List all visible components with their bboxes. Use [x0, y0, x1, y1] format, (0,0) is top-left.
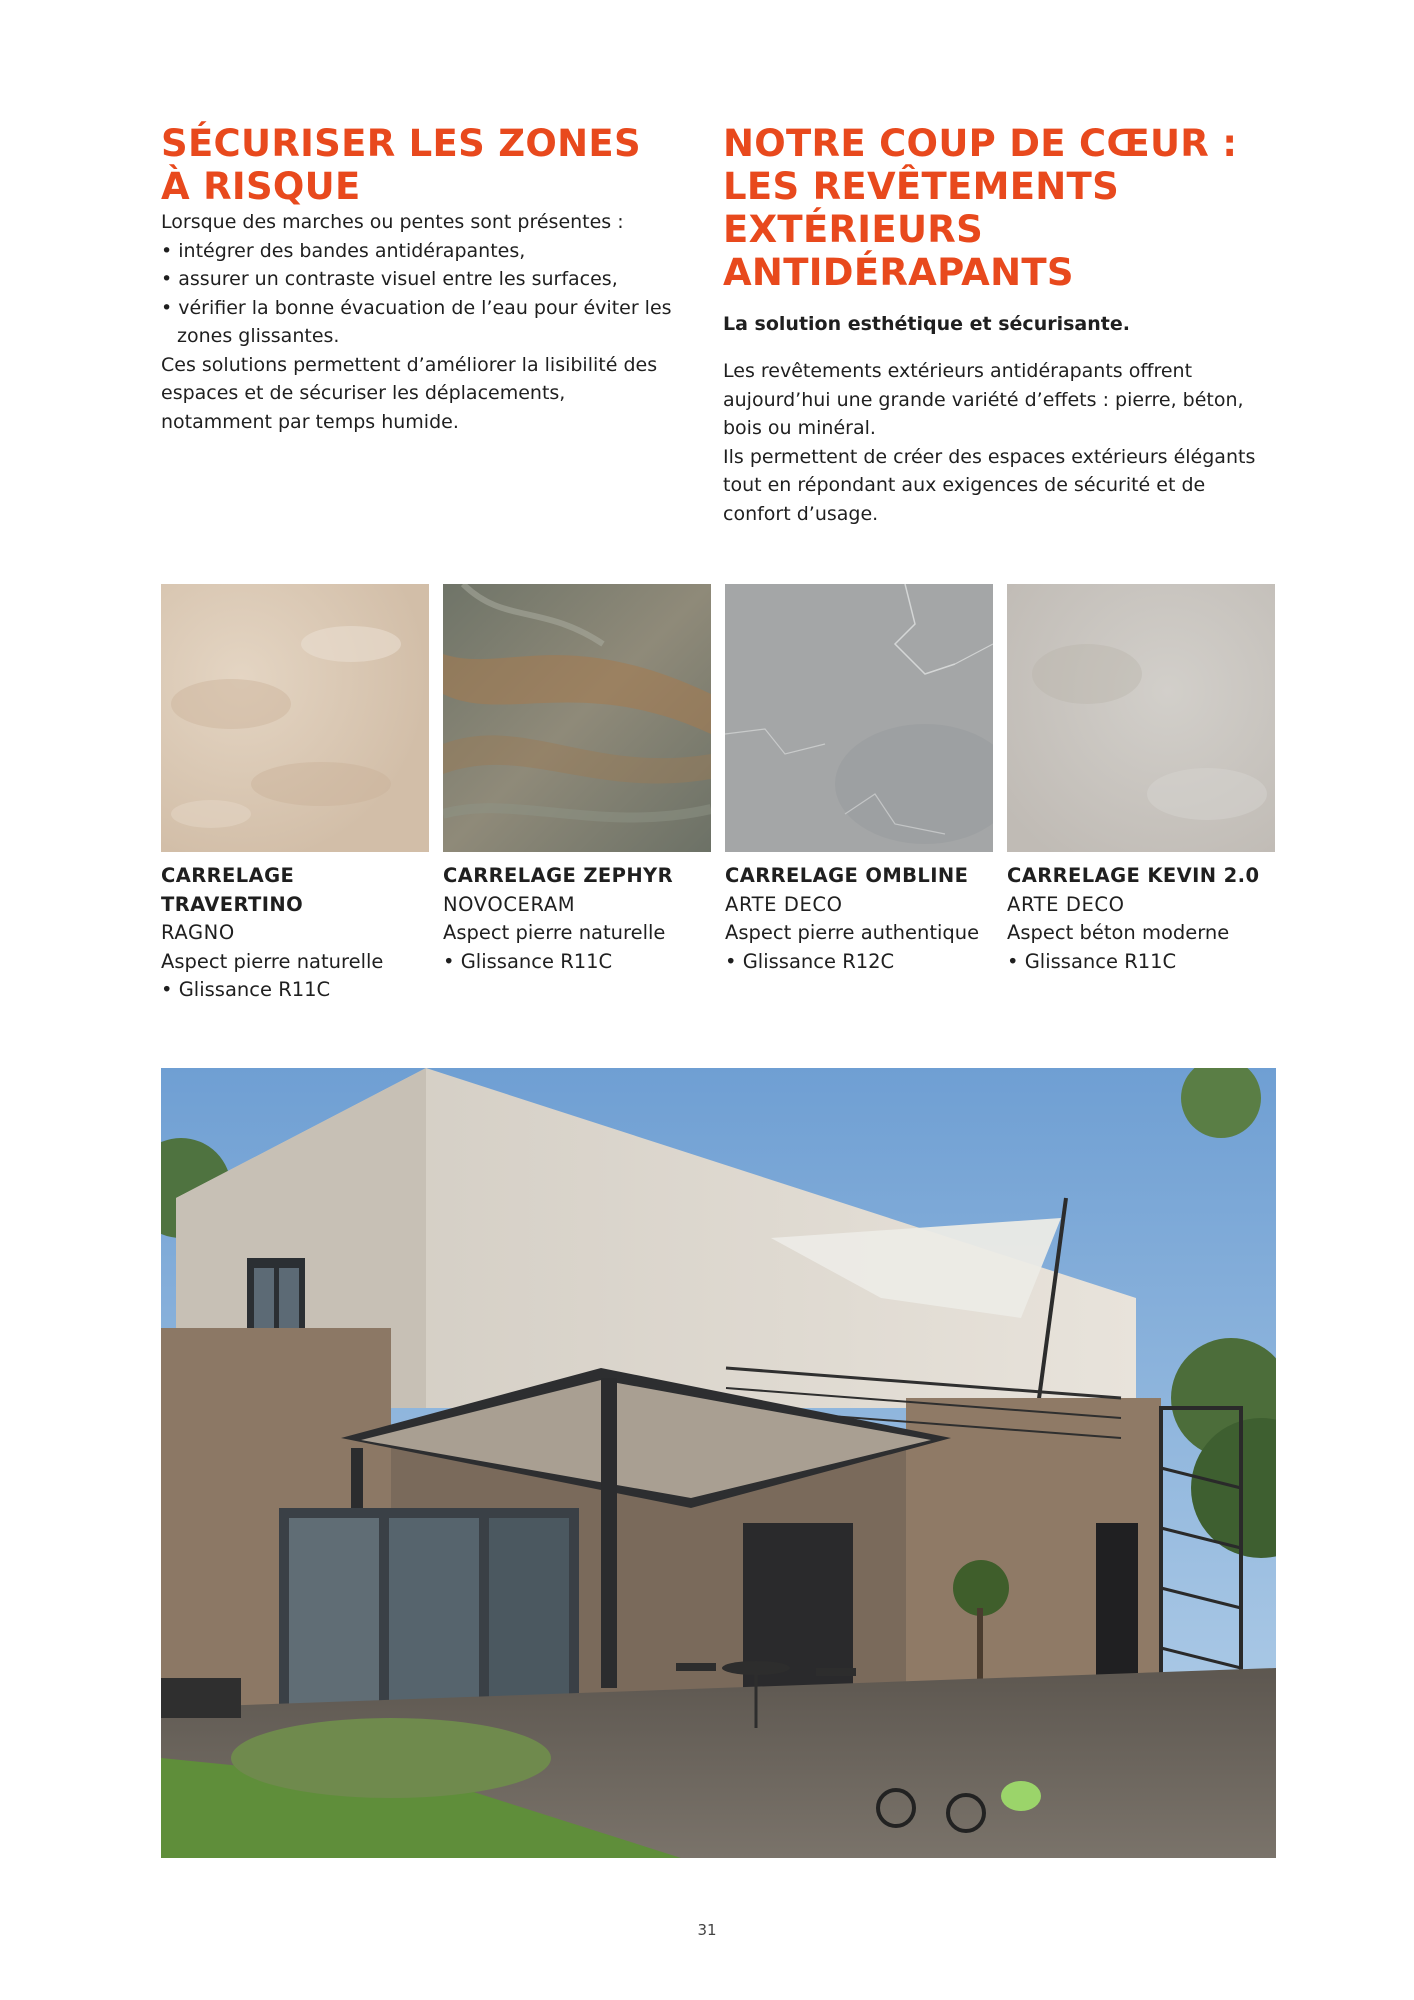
tile-aspect: Aspect pierre naturelle [161, 949, 384, 973]
left-column [161, 122, 681, 436]
right-heading-line-3: EXTÉRIEURS ANTIDÉRAPANTS [723, 208, 1074, 294]
left-heading [161, 122, 681, 208]
page-number: 31 [697, 1921, 717, 1939]
tile-aspect: Aspect pierre authentique [725, 921, 980, 944]
tile-swatch-zephyr [443, 584, 711, 852]
left-intro: Lorsque des marches ou pentes sont présentes : [161, 211, 624, 233]
tile-card-kevin [1007, 584, 1275, 976]
tile-info [1007, 862, 1275, 976]
right-paragraph-2: Ils permettent de créer des espaces extérieurs élégants tout en répondant aux exigences de sécurité et de confort d’usage. [723, 445, 1256, 525]
tile-name: CARRELAGE OMBLINE [725, 864, 969, 887]
tile-slip-rating: • Glissance R11C [161, 978, 331, 1001]
tile-card-ombline [725, 584, 993, 976]
right-heading-line-2: LES REVÊTEMENTS [723, 165, 1120, 208]
tile-swatch-travertino [161, 584, 429, 852]
tile-info [161, 862, 429, 1005]
right-heading-line-1: NOTRE COUP DE CŒUR : [723, 122, 1238, 165]
tile-slip-rating: • Glissance R11C [443, 949, 613, 973]
tile-aspect: Aspect pierre naturelle [443, 921, 666, 944]
left-heading-line-1: SÉCURISER LES ZONES [161, 122, 641, 165]
bullet-item: • assurer un contraste visuel entre les surfaces, [161, 265, 681, 294]
tile-brand: RAGNO [161, 921, 235, 944]
right-heading [723, 122, 1268, 294]
tile-name: CARRELAGE TRAVERTINO [161, 864, 304, 916]
right-column [723, 122, 1268, 528]
left-bullet-list [161, 237, 681, 351]
tile-info [725, 862, 993, 976]
left-heading-line-2: À RISQUE [161, 165, 361, 208]
right-paragraph-1: Les revêtements extérieurs antidérapants offrent aujourd’hui une grande variété d’effets : pierre, béton, bois ou minéral. [723, 360, 1244, 439]
tile-info [443, 862, 711, 976]
bullet-item: • vérifier la bonne évacuation de l’eau pour éviter les zones glissantes. [161, 294, 681, 351]
tile-slip-rating: • Glissance R12C [725, 949, 895, 973]
tile-brand: ARTE DECO [725, 892, 843, 916]
right-subtitle: La solution esthétique et sécurisante. [723, 313, 1130, 335]
tile-brand: NOVOCERAM [443, 892, 576, 916]
tile-swatch-kevin [1007, 584, 1275, 852]
tile-aspect: Aspect béton moderne [1007, 921, 1230, 944]
bullet-item: • intégrer des bandes antidérapantes, [161, 237, 681, 266]
tile-brand: ARTE DECO [1007, 892, 1125, 916]
tile-card-travertino [161, 584, 429, 1005]
house-terrace-photo [161, 1068, 1276, 1858]
tile-slip-rating: • Glissance R11C [1007, 949, 1177, 973]
tile-card-zephyr [443, 584, 711, 976]
tile-swatch-ombline [725, 584, 993, 852]
left-paragraph: Ces solutions permettent d’améliorer la lisibilité des espaces et de sécuriser les déplacements, notamment par temps humide. [161, 353, 658, 433]
tile-name: CARRELAGE KEVIN 2.0 [1007, 864, 1260, 887]
tile-name: CARRELAGE ZEPHYR [443, 864, 673, 887]
